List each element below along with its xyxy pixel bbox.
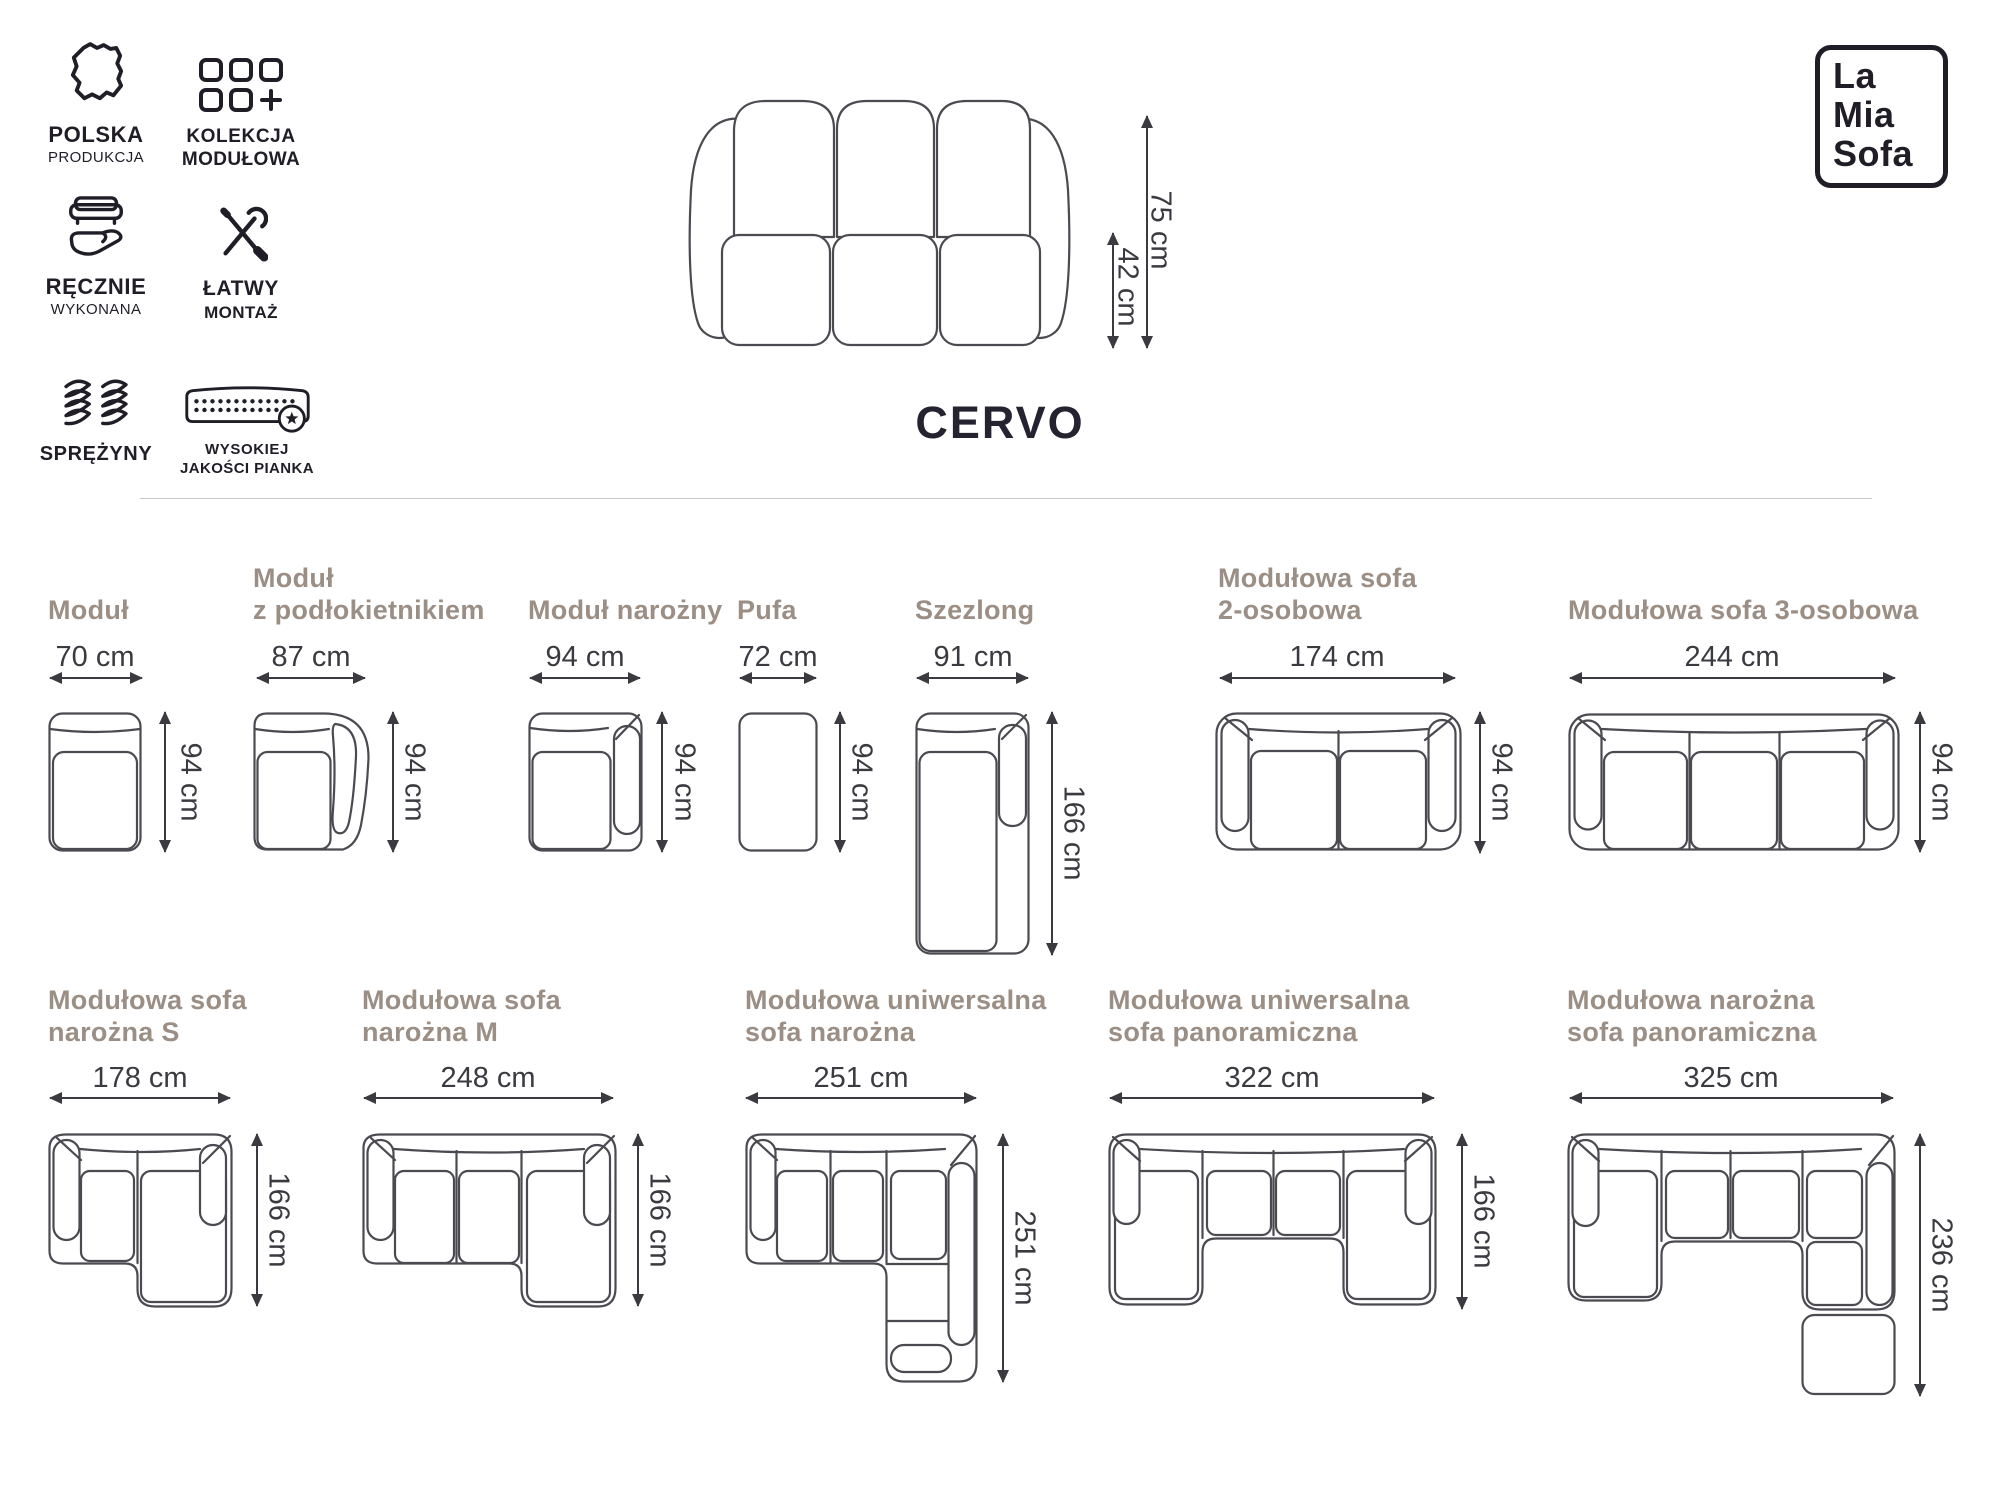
module-width-dimension: 87 cm <box>271 641 351 673</box>
springs-icon <box>62 375 130 433</box>
module-name-label: Moduł z podłokietnikiem <box>253 563 485 625</box>
module-width-dimension: 178 cm <box>92 1062 188 1094</box>
module-width-dimension: 91 cm <box>933 641 1013 673</box>
width-dimension-arrow <box>1220 677 1455 679</box>
width-dimension-arrow <box>917 677 1028 679</box>
module-width-dimension: 72 cm <box>738 641 818 673</box>
module-name-label: Modułowa sofa narożna M <box>362 985 561 1047</box>
width-dimension-arrow <box>1570 677 1895 679</box>
depth-dimension-arrow <box>1051 712 1053 955</box>
feature-title: RĘCZNIE <box>45 274 147 299</box>
feature-subtitle: MONTAŻ <box>204 302 278 322</box>
depth-dimension-arrow <box>1002 1134 1004 1382</box>
module-name-label: Moduł narożny <box>528 595 723 625</box>
module-top-view-drawing <box>915 712 1030 955</box>
depth-dimension-arrow <box>839 712 841 852</box>
module-width-dimension: 248 cm <box>440 1062 536 1094</box>
module-top-view-drawing <box>1568 712 1900 852</box>
brand-logo-line: La <box>1833 55 1877 96</box>
feature-title: WYSOKIEJ <box>205 441 289 458</box>
module-depth-dimension: 94 cm <box>845 742 878 822</box>
depth-dimension-arrow <box>164 712 166 852</box>
module-depth-dimension: 236 cm <box>1925 1217 1958 1313</box>
module-width-dimension: 325 cm <box>1683 1062 1779 1094</box>
module-name-label: Modułowa sofa 2-osobowa <box>1218 563 1417 625</box>
module-width-dimension: 251 cm <box>813 1062 909 1094</box>
module-top-view-drawing <box>745 1133 978 1383</box>
module-depth-dimension: 94 cm <box>398 742 431 822</box>
feature-title: SPRĘŻYNY <box>39 443 153 465</box>
depth-dimension-arrow <box>1919 1134 1921 1396</box>
module-depth-dimension: 94 cm <box>174 742 207 822</box>
feature-title: KOLEKCJA <box>186 126 296 147</box>
feature-subtitle: MODUŁOWA <box>181 149 301 171</box>
depth-dimension-arrow <box>1919 712 1921 852</box>
module-depth-dimension: 166 cm <box>643 1172 676 1268</box>
module-name-label: Modułowa sofa 3-osobowa <box>1568 595 1919 625</box>
feature-subtitle: WYKONANA <box>50 300 142 318</box>
feature-title: POLSKA <box>48 122 144 147</box>
poland-map-icon <box>67 40 125 112</box>
divider <box>140 498 1872 499</box>
module-top-view-drawing <box>48 712 142 852</box>
width-dimension-arrow <box>50 1097 230 1099</box>
module-width-dimension: 322 cm <box>1224 1062 1320 1094</box>
module-depth-dimension: 94 cm <box>1485 742 1518 822</box>
brand-logo-line: Mia <box>1833 94 1895 135</box>
width-dimension-arrow <box>530 677 640 679</box>
handmade-sofa-icon <box>63 196 129 264</box>
feature-title: ŁATWY <box>202 277 280 300</box>
depth-dimension-arrow <box>256 1134 258 1306</box>
module-width-dimension: 70 cm <box>55 641 135 673</box>
total-height-dimension: 75 cm <box>1144 190 1177 270</box>
seat-height-dimension: 42 cm <box>1111 247 1144 327</box>
width-dimension-arrow <box>364 1097 613 1099</box>
width-dimension-arrow <box>50 677 142 679</box>
module-name-label: Modułowa uniwersalna sofa narożna <box>745 985 1047 1047</box>
tools-icon <box>214 205 268 263</box>
module-name-label: Szezlong <box>915 595 1035 625</box>
product-title: CERVO <box>915 397 1085 448</box>
module-name-label: Pufa <box>737 595 797 625</box>
module-top-view-drawing <box>1215 711 1462 852</box>
module-top-view-drawing <box>528 712 643 852</box>
module-top-view-drawing <box>1567 1133 1897 1397</box>
brand-logo <box>1815 45 1948 188</box>
sofa-front-view-drawing <box>672 85 1087 350</box>
module-top-view-drawing <box>1108 1133 1437 1308</box>
module-depth-dimension: 166 cm <box>262 1172 295 1268</box>
width-dimension-arrow <box>740 677 816 679</box>
feature-latwy-montaz <box>131 196 351 322</box>
module-name-label: Moduł <box>48 595 129 625</box>
width-dimension-arrow <box>1110 1097 1434 1099</box>
width-dimension-arrow <box>746 1097 976 1099</box>
depth-dimension-arrow <box>1461 1134 1463 1309</box>
foam-quality-icon <box>182 382 313 435</box>
module-depth-dimension: 166 cm <box>1057 785 1090 881</box>
module-depth-dimension: 166 cm <box>1467 1173 1500 1269</box>
module-width-dimension: 244 cm <box>1684 641 1780 673</box>
feature-kolekcja-modulowa <box>131 40 351 171</box>
module-depth-dimension: 251 cm <box>1008 1210 1041 1306</box>
module-top-view-drawing <box>738 712 818 852</box>
depth-dimension-arrow <box>661 712 663 852</box>
width-dimension-arrow <box>1570 1097 1893 1099</box>
module-top-view-drawing <box>48 1133 233 1308</box>
depth-dimension-arrow <box>392 712 394 852</box>
feature-subtitle: PRODUKCJA <box>47 148 145 166</box>
module-depth-dimension: 94 cm <box>1925 742 1958 822</box>
feature-wysokiej-jakosci-pianka <box>131 375 363 478</box>
depth-dimension-arrow <box>1479 712 1481 853</box>
module-top-view-drawing <box>253 712 370 852</box>
module-width-dimension: 174 cm <box>1289 641 1385 673</box>
module-name-label: Modułowa uniwersalna sofa panoramiczna <box>1108 985 1410 1047</box>
module-name-label: Modułowa sofa narożna S <box>48 985 247 1047</box>
module-depth-dimension: 94 cm <box>668 742 701 822</box>
module-top-view-drawing <box>362 1133 617 1308</box>
width-dimension-arrow <box>257 677 365 679</box>
module-grid-icon <box>199 58 283 113</box>
brand-logo-line: Sofa <box>1833 133 1914 174</box>
module-width-dimension: 94 cm <box>545 641 625 673</box>
module-name-label: Modułowa narożna sofa panoramiczna <box>1567 985 1817 1047</box>
feature-subtitle: JAKOŚCI PIANKA <box>180 459 314 477</box>
depth-dimension-arrow <box>637 1134 639 1306</box>
